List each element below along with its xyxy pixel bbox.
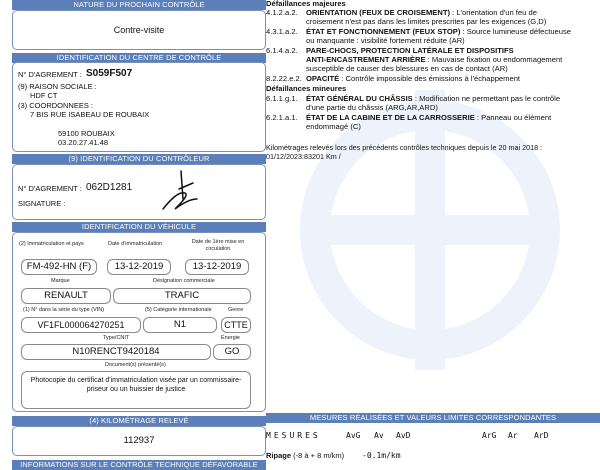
center-box: [12, 62, 266, 152]
next-control-value: Contre-visite: [113, 25, 165, 35]
col-header-ard: ArD: [534, 431, 549, 440]
cnit-label: Type/CNIT: [103, 335, 130, 341]
immat-value: FM-492-HN (F): [21, 259, 97, 275]
marque-value: RENAULT: [21, 288, 111, 304]
vin-value: VF1FL000064270251: [21, 317, 141, 333]
cat-label: (5) Catégorie internationale: [145, 307, 212, 313]
majeure-3-code: 6.1.4.a.2.: [266, 46, 298, 55]
controller-signature-label: SIGNATURE :: [18, 199, 66, 208]
center-header: IDENTIFICATION DU CENTRE DE CONTRÔLE: [12, 53, 266, 63]
majeure-3-line2: ANTI-ENCASTREMENT ARRIÈRE : Mauvaise fixation ou endommagement: [306, 55, 563, 64]
km-header: (4) KILOMÉTRAGE RELEVÉ: [12, 416, 266, 426]
col-header-avd: AvD: [396, 431, 411, 440]
controller-agrement-value: 062D1281: [86, 182, 133, 193]
immat-label: (2) Immatriculation et pays: [19, 241, 84, 247]
majeures-title: Défaillances majeures: [266, 0, 346, 8]
km-box: [12, 426, 266, 456]
signature-image: [153, 169, 203, 215]
km-value: 112937: [123, 435, 155, 446]
energie-label: Énergie: [221, 335, 240, 341]
ripage-label: Ripage (-8 à + 8 m/km): [266, 451, 345, 460]
vin-label: (1) N° dans la série du type (VIN): [23, 307, 105, 313]
majeure-4-line1: OPACITÉ : Contrôle impossible des émissions à l'échappement: [306, 74, 521, 83]
col-header-arg: ArG: [482, 431, 497, 440]
majeure-4-code: 8.2.22.e.2.: [266, 74, 302, 83]
energie-value: GO: [213, 344, 251, 360]
center-phone: 03.20.27.41.48: [58, 138, 109, 147]
vehicle-header: IDENTIFICATION DU VÉHICULE: [12, 222, 266, 232]
center-agrement-label: N° D'AGREMENT :: [18, 70, 82, 79]
majeure-1-line1: ORIENTATION (FEUX DE CROISEMENT) : L'orientation d'un feu de: [306, 8, 537, 17]
center-raison-value: HDF CT: [30, 91, 58, 100]
center-agrement-value: S059F507: [86, 68, 133, 79]
majeure-2-line2: ou manquante : visibilité fortement réduite (AR): [306, 36, 465, 45]
docs-value: Photocopie du certificat d'immatriculation visée par un commissaire-priseur ou un huissier de justice: [21, 371, 251, 409]
mineure-2-code: 6.2.1.a.1.: [266, 113, 298, 122]
bottom-info-header: INFORMATIONS SUR LE CONTRÔLE TECHNIQUE DÉFAVORABLE: [12, 460, 266, 470]
km-history-line2: 01/12/2023:83201 Km /: [266, 152, 341, 161]
controller-header: (9) IDENTIFICATION DU CONTRÔLEUR: [12, 154, 266, 164]
next-control-header: NATURE DU PROCHAIN CONTRÔLE: [12, 0, 266, 10]
mineure-1-line2: d'une partie du châssis (ARG,AR,ARD): [306, 103, 438, 112]
col-header-av: Av: [374, 431, 384, 440]
controller-box: [12, 164, 266, 220]
center-address1: 7 BIS RUE ISABEAU DE ROUBAIX: [30, 110, 150, 119]
center-raison-label: (9) RAISON SOCIALE :: [18, 82, 97, 91]
majeure-3-line3: susceptible de causer des blessures en cas de contact (AR): [306, 64, 508, 73]
measures-header: MESURES RÉALISÉES ET VALEURS LIMITES CORRESPONDANTES: [266, 413, 600, 423]
col-header-avg: AvG: [346, 431, 361, 440]
mineure-1-code: 6.1.1.g.1.: [266, 94, 298, 103]
measures-title: MESURES: [266, 431, 321, 440]
genre-label: Genre: [228, 307, 244, 313]
col-header-ar: Ar: [508, 431, 518, 440]
mineures-title: Défaillances mineures: [266, 84, 347, 93]
docs-label: Document(s) présenté(s): [105, 362, 166, 368]
majeure-2-line1: ÉTAT ET FONCTIONNEMENT (FEUX STOP) : Source lumineuse défectueuse: [306, 27, 572, 36]
genre-value: CTTE: [221, 317, 251, 333]
majeure-3-line1: PARE-CHOCS, PROTECTION LATÉRALE ET DISPOSITIFS: [306, 46, 514, 55]
vehicle-box: [12, 232, 266, 412]
km-history-line1: Kilométrages relevés lors des précédents contrôles techniques depuis le 20 mai 2018 :: [266, 143, 543, 152]
majeure-1-line2: croisement n'est pas dans les limites prescrites par les exigences (G,D): [306, 17, 547, 26]
next-control-box: [12, 10, 266, 50]
majeure-1-code: 4.1.2.a.2.: [266, 8, 298, 17]
date-first-label: Date de 1ère mise en circulation: [191, 239, 245, 252]
mineure-2-line2: endommagé (C): [306, 122, 361, 131]
designation-label: Désignation commerciale: [153, 278, 215, 284]
ripage-value: -0.1m/km: [362, 451, 401, 460]
cnit-value: N10RENCT9420184: [21, 344, 211, 360]
center-coord-label: (3) COORDONNEES :: [18, 101, 94, 110]
date-immat-value: 13-12-2019: [107, 259, 171, 275]
mineure-2-line1: ÉTAT DE LA CABINE ET DE LA CARROSSERIE : Panneau ou élément: [306, 113, 552, 122]
date-first-value: 13-12-2019: [185, 259, 249, 275]
cat-value: N1: [143, 317, 217, 333]
mineure-1-line1: ÉTAT GÉNÉRAL DU CHÂSSIS : Modification ne permettant pas le contrôle: [306, 94, 561, 103]
center-address2: 59100 ROUBAIX: [58, 129, 115, 138]
majeure-2-code: 4.3.1.a.2.: [266, 27, 298, 36]
date-immat-label: Date d'immatriculation: [108, 241, 163, 247]
measures-panel: [266, 423, 600, 470]
controller-agrement-label: N° D'AGREMENT :: [18, 184, 82, 193]
marque-label: Marque: [51, 278, 70, 284]
designation-value: TRAFIC: [113, 288, 251, 304]
